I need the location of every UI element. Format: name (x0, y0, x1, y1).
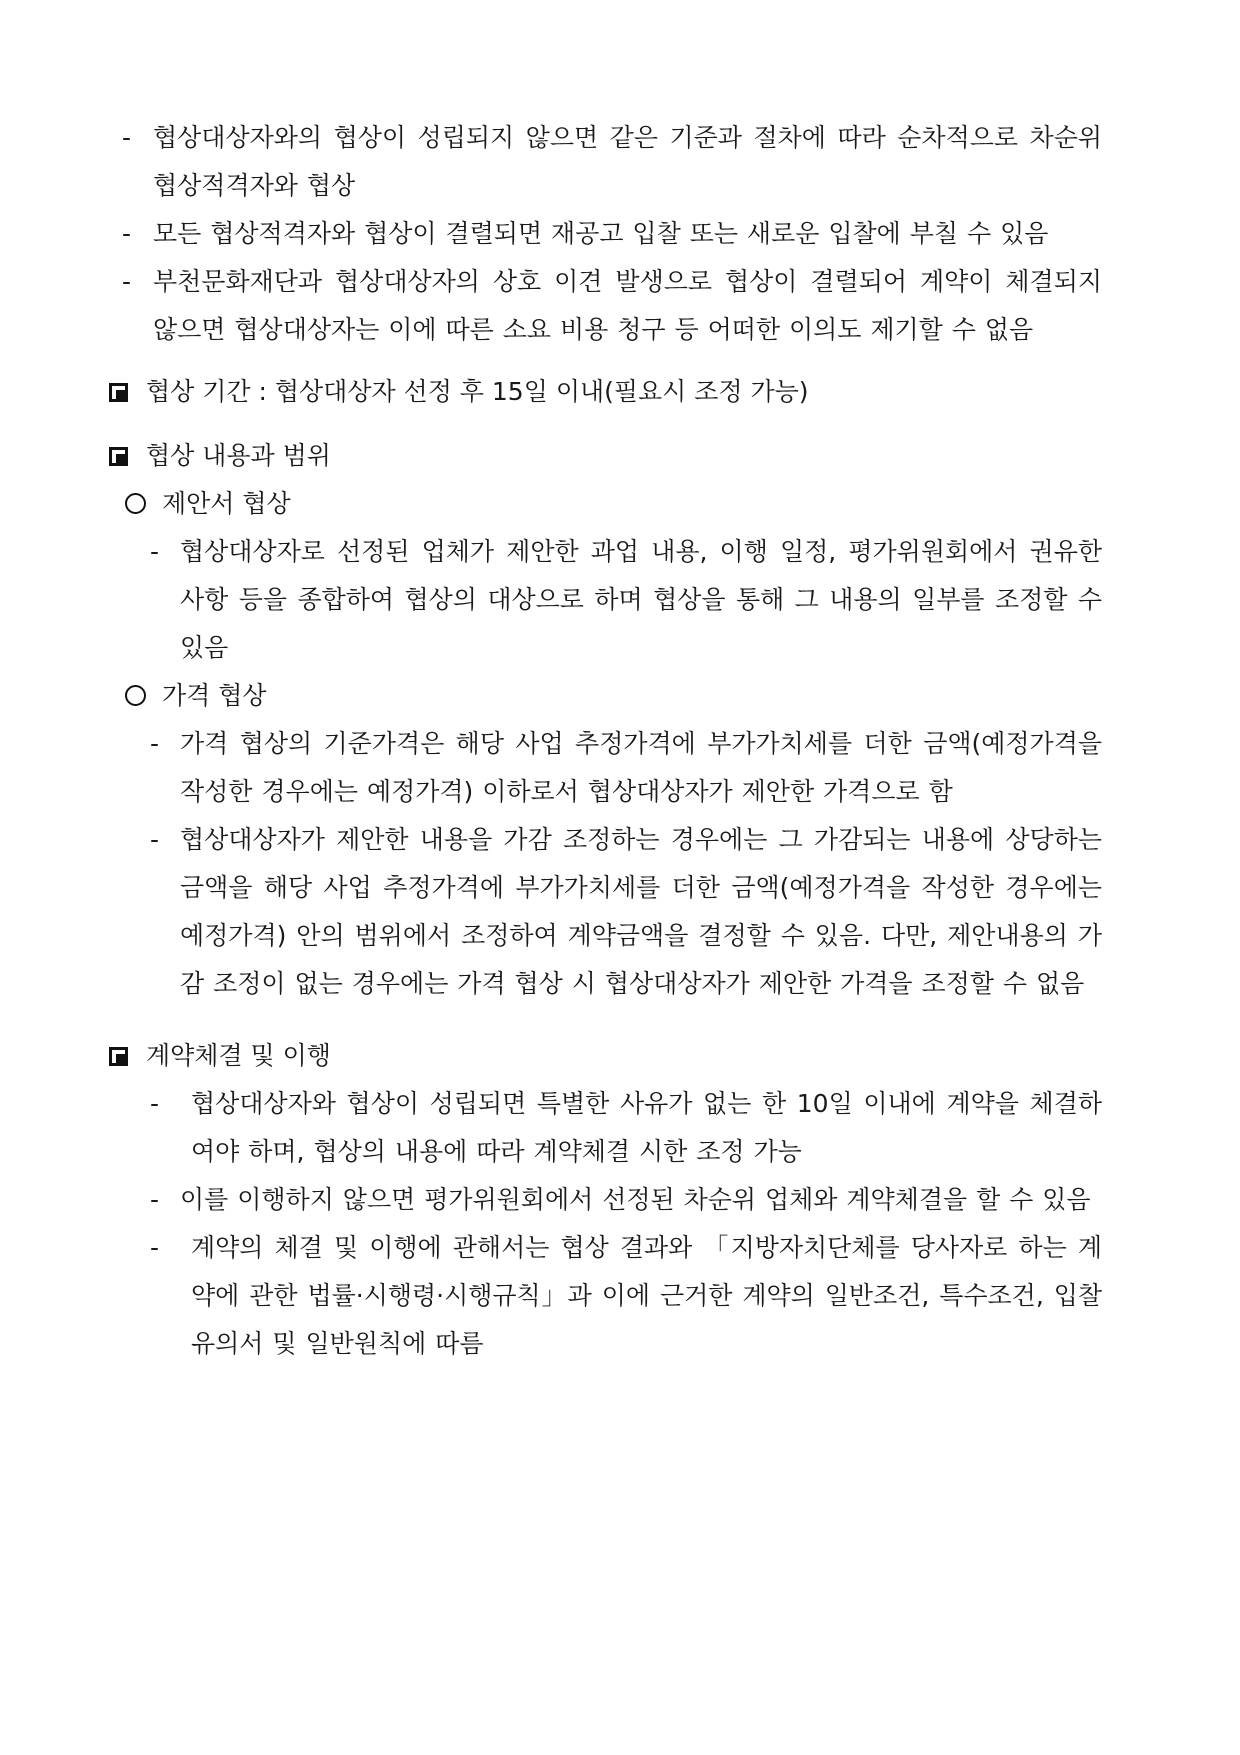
section-title: 계약체결 및 이행 (146, 1041, 331, 1070)
contract-item-2 (108, 1176, 1102, 1224)
intro-item-text: 모든 협상적격자와 협상이 결렬되면 재공고 입찰 또는 새로운 입찰에 부칠 수 있음 (153, 219, 1049, 248)
price-item-text: 협상대상자가 제안한 내용을 가감 조정하는 경우에는 그 가감되는 내용에 상당하는 금액을 해당 사업 추정가격에 부가가치세를 더한 금액(예정가격을 작성한 경우에는 예정가격) 안의 범위에서 조정하여 계약금액을 결정할 수 있음. 다만, 제안내용의 가감 조정이 없는 경우에는 가격 협상 시 협상대상자가 제안한 가격을 조정할 수 없음 (180, 825, 1102, 998)
dash-bullet: - (122, 219, 132, 248)
intro-item-3 (108, 258, 1102, 354)
contract-item-text: 이를 이행하지 않으면 평가위원회에서 선정된 차순위 업체와 계약체결을 할 수 있음 (180, 1185, 1091, 1214)
section-title: 협상 기간 : 협상대상자 선정 후 15일 이내(필요시 조정 가능) (146, 377, 809, 406)
section-negotiation-period (108, 368, 1102, 416)
section-negotiation-scope (108, 432, 1102, 480)
dash-bullet: - (150, 1089, 160, 1118)
dash-bullet: - (150, 729, 160, 758)
proposal-item-text: 협상대상자로 선정된 업체가 제안한 과업 내용, 이행 일정, 평가위원회에서 권유한 사항 등을 종합하여 협상의 대상으로 하며 협상을 통해 그 내용의 일부를 조정할 수 있음 (180, 537, 1102, 662)
document-content (108, 114, 1102, 1368)
hollow-circle-icon (125, 685, 146, 706)
contract-item-3 (108, 1224, 1102, 1368)
subsection-title: 가격 협상 (162, 681, 267, 710)
dash-bullet: - (150, 1233, 160, 1262)
section-checkbox-icon (109, 383, 128, 402)
contract-item-text: 협상대상자와 협상이 성립되면 특별한 사유가 없는 한 10일 이내에 계약을 체결하여야 하며, 협상의 내용에 따라 계약체결 시한 조정 가능 (191, 1089, 1102, 1166)
dash-bullet: - (122, 267, 132, 296)
dash-bullet: - (150, 1185, 160, 1214)
contract-item-1 (108, 1080, 1102, 1176)
subsection-title: 제안서 협상 (162, 489, 291, 518)
intro-item-text: 협상대상자와의 협상이 성립되지 않으면 같은 기준과 절차에 따라 순차적으로 차순위 협상적격자와 협상 (153, 123, 1102, 200)
dash-bullet: - (150, 825, 160, 854)
proposal-item-1 (108, 528, 1102, 672)
price-item-1 (108, 720, 1102, 816)
intro-item-text: 부천문화재단과 협상대상자의 상호 이견 발생으로 협상이 결렬되어 계약이 체결되지 않으면 협상대상자는 이에 따른 소요 비용 청구 등 어떠한 이의도 제기할 수 없음 (153, 267, 1102, 344)
dash-bullet: - (122, 123, 132, 152)
section-contract (108, 1032, 1102, 1080)
contract-item-text: 계약의 체결 및 이행에 관해서는 협상 결과와 「지방자치단체를 당사자로 하는 계약에 관한 법률·시행령·시행규칙」과 이에 근거한 계약의 일반조건, 특수조건, 입찰유의서 및 일반원칙에 따름 (191, 1233, 1102, 1358)
dash-bullet: - (150, 537, 160, 566)
intro-item-1 (108, 114, 1102, 210)
subsection-price (108, 672, 1102, 720)
intro-item-2 (108, 210, 1102, 258)
section-checkbox-icon (109, 1047, 128, 1066)
section-title: 협상 내용과 범위 (146, 441, 331, 470)
price-item-2 (108, 816, 1102, 1008)
price-item-text: 가격 협상의 기준가격은 해당 사업 추정가격에 부가가치세를 더한 금액(예정가격을 작성한 경우에는 예정가격) 이하로서 협상대상자가 제안한 가격으로 함 (180, 729, 1102, 806)
hollow-circle-icon (125, 493, 146, 514)
section-checkbox-icon (109, 447, 128, 466)
subsection-proposal (108, 480, 1102, 528)
